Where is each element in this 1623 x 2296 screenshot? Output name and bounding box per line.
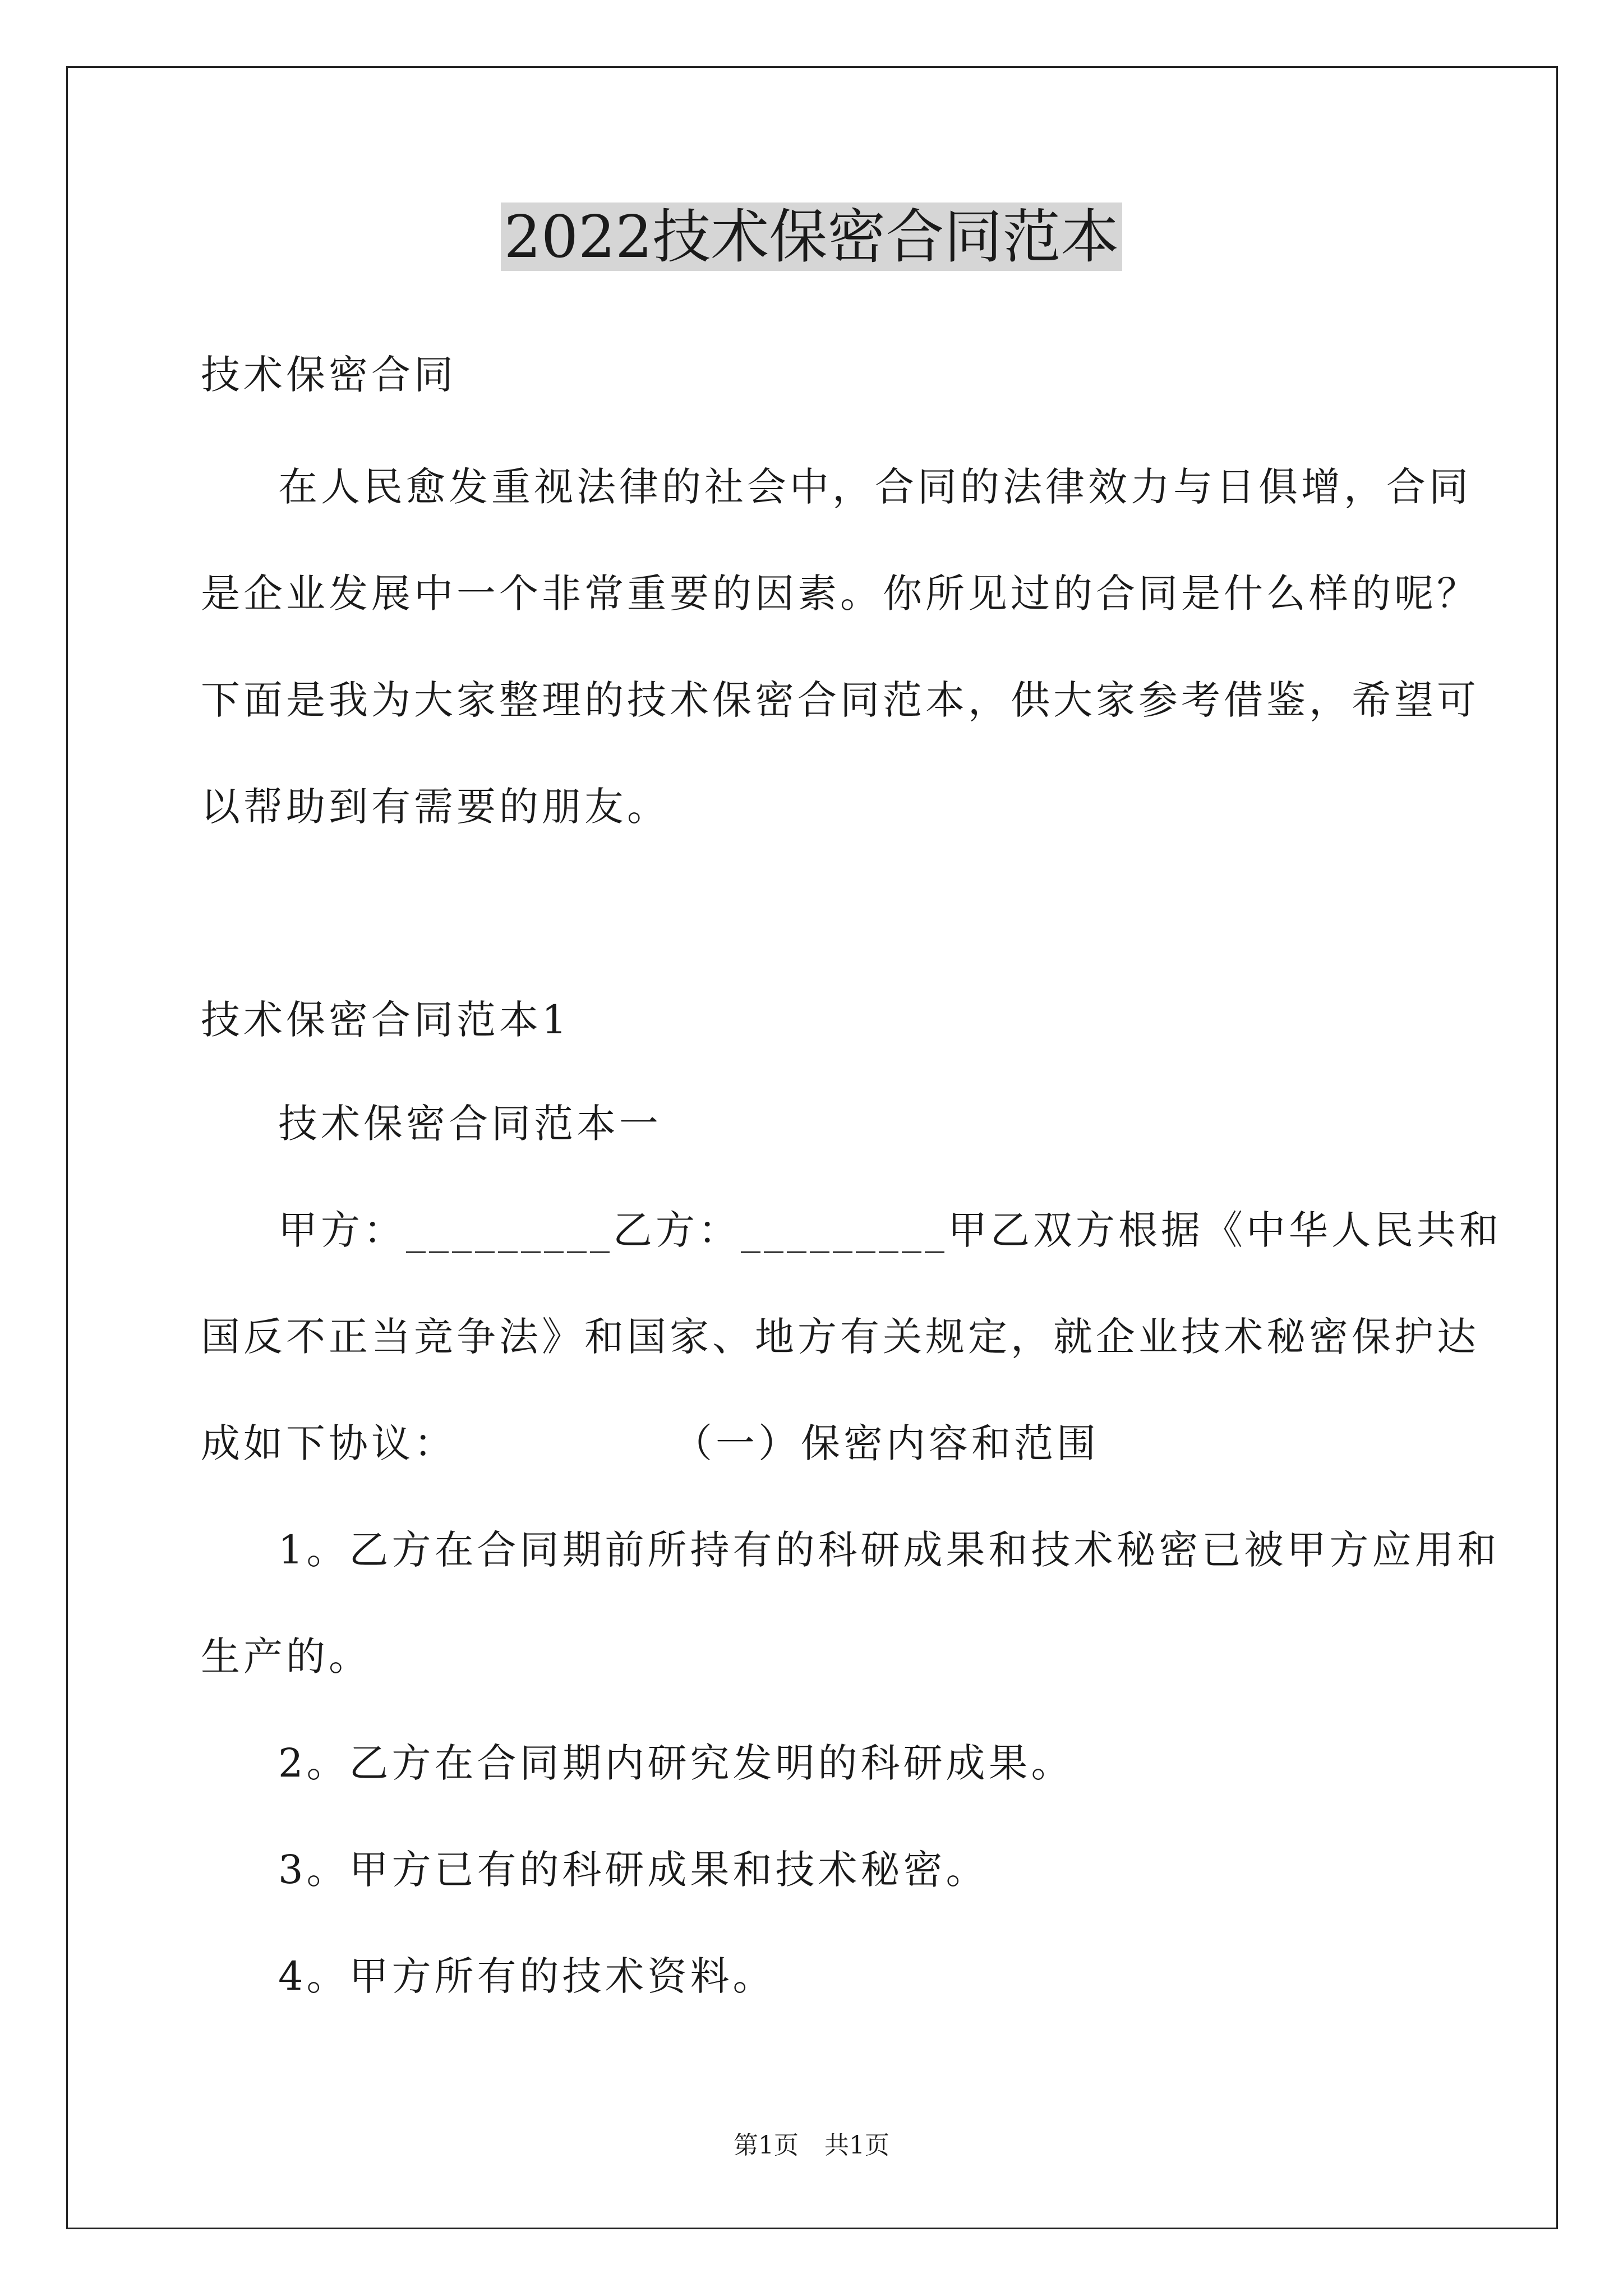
paragraph-line: 国反不正当竞争法》和国家、地方有关规定，就企业技术秘密保护达 bbox=[201, 1314, 1479, 1360]
section-heading: 技术保密合同 bbox=[201, 352, 457, 398]
list-item: 1。乙方在合同期前所持有的科研成果和技术秘密已被甲方应用和 bbox=[278, 1527, 1500, 1573]
list-item-continuation: 生产的。 bbox=[201, 1634, 371, 1680]
subsection-subheading: 技术保密合同范本一 bbox=[278, 1101, 662, 1147]
list-item: 2。乙方在合同期内研究发明的科研成果。 bbox=[278, 1740, 1074, 1786]
paragraph-line: 在人民愈发重视法律的社会中，合同的法律效力与日俱增，合同 bbox=[278, 464, 1472, 510]
paragraph-line: 下面是我为大家整理的技术保密合同范本，供大家参考借鉴，希望可 bbox=[201, 677, 1479, 723]
list-item: 4。甲方所有的技术资料。 bbox=[278, 1953, 776, 1999]
paragraph-line: 成如下协议： （一）保密内容和范围 bbox=[201, 1420, 1099, 1466]
paragraph-line: 是企业发展中一个非常重要的因素。你所见过的合同是什么样的呢？ bbox=[201, 570, 1479, 616]
page-number-total: 共1页 bbox=[824, 2131, 889, 2160]
paragraph-line: 甲方：_________乙方：_________甲乙双方根据《中华人民共和 bbox=[278, 1207, 1502, 1253]
document-title-text: 2022技术保密合同范本 bbox=[501, 203, 1123, 271]
list-item: 3。甲方已有的科研成果和技术秘密。 bbox=[278, 1847, 989, 1893]
page-number-current: 第1页 bbox=[734, 2131, 799, 2160]
subsection-heading: 技术保密合同范本1 bbox=[201, 997, 570, 1043]
document-title bbox=[0, 197, 1623, 276]
paragraph-line: 以帮助到有需要的朋友。 bbox=[201, 784, 670, 830]
page-footer bbox=[0, 2129, 1623, 2162]
